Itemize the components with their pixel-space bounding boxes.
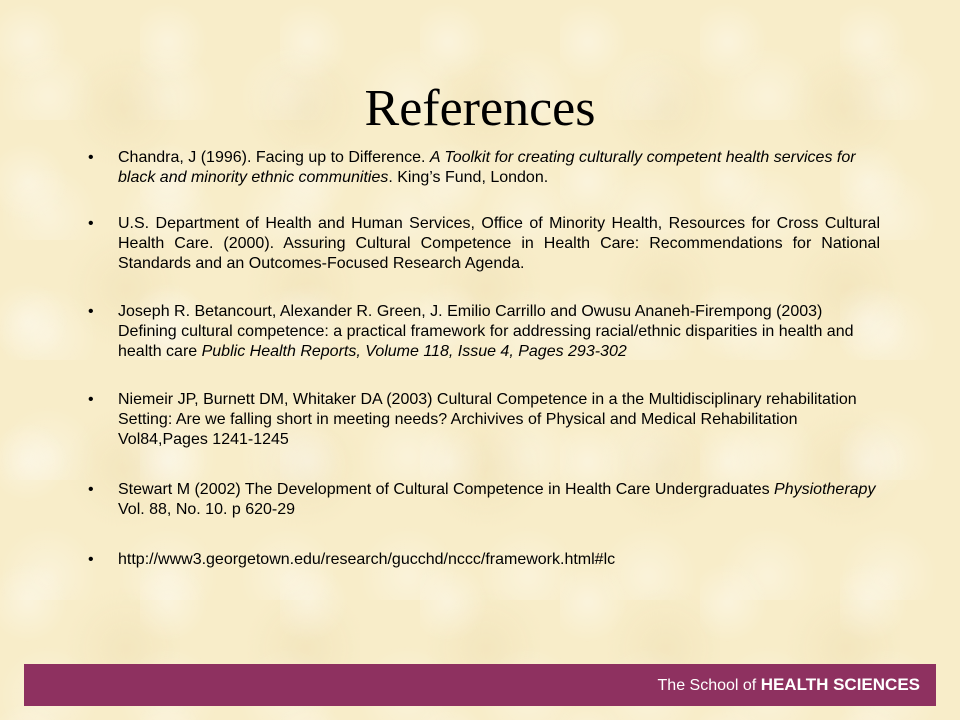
- reference-italic: Public Health Reports, Volume 118, Issue 4, Pages 293-302: [201, 343, 627, 360]
- reference-after: Vol. 88, No. 10. p 620-29: [118, 501, 296, 518]
- reference-plain: Stewart M (2002) The Development of Cultural Competence in Health Care Undergraduates: [118, 481, 775, 498]
- bullet: •: [88, 303, 94, 320]
- reference-italic: A Toolkit for creating culturally competent health services for black and minority ethnic communities: [118, 149, 856, 186]
- reference-item-4: [84, 390, 880, 450]
- references-list: [84, 148, 880, 596]
- bullet: •: [88, 215, 94, 232]
- reference-after: . King’s Fund, London.: [388, 169, 549, 186]
- footer-emphasis: HEALTH SCIENCES: [760, 675, 920, 694]
- bullet: •: [88, 149, 94, 166]
- reference-item-5: [84, 480, 880, 520]
- reference-text: U.S. Department of Health and Human Services, Office of Minority Health, Resources for Cross Cultural Health Care. (2000). Assuring Cultural Competence in Health Care: Recommendations for National Standards and an Outcomes-Focused Research Agenda.: [118, 215, 880, 272]
- footer-banner: [24, 664, 936, 706]
- slide-title: References: [364, 80, 596, 137]
- bullet: •: [88, 481, 94, 498]
- reference-url[interactable]: http://www3.georgetown.edu/research/gucchd/nccc/framework.html#lc: [118, 551, 616, 568]
- reference-item-3: [84, 302, 880, 362]
- reference-item-2: [84, 214, 880, 274]
- reference-text: Niemeir JP, Burnett DM, Whitaker DA (2003) Cultural Competence in a the Multidisciplinary rehabilitation Setting: Are we falling short in meeting needs? Archivives of Physical and Medical Rehabilitation Vol84,Pages 1241-1245: [118, 391, 857, 448]
- reference-item-1: [84, 148, 880, 188]
- reference-item-6: [84, 550, 880, 570]
- reference-text: [118, 303, 853, 360]
- bullet: •: [88, 551, 94, 568]
- reference-text: [118, 149, 856, 186]
- reference-text: [118, 481, 875, 518]
- reference-italic: Physiotherapy: [774, 481, 876, 498]
- reference-plain: Chandra, J (1996). Facing up to Difference.: [118, 149, 430, 166]
- bullet: •: [88, 391, 94, 408]
- footer-prefix: The School of: [657, 677, 761, 694]
- reference-plain: Joseph R. Betancourt, Alexander R. Green, J. Emilio Carrillo and Owusu Ananeh-Firempong (2003) Defining cultural competence: a practical framework for addressing racial/ethnic disparities in health and health care: [118, 303, 854, 360]
